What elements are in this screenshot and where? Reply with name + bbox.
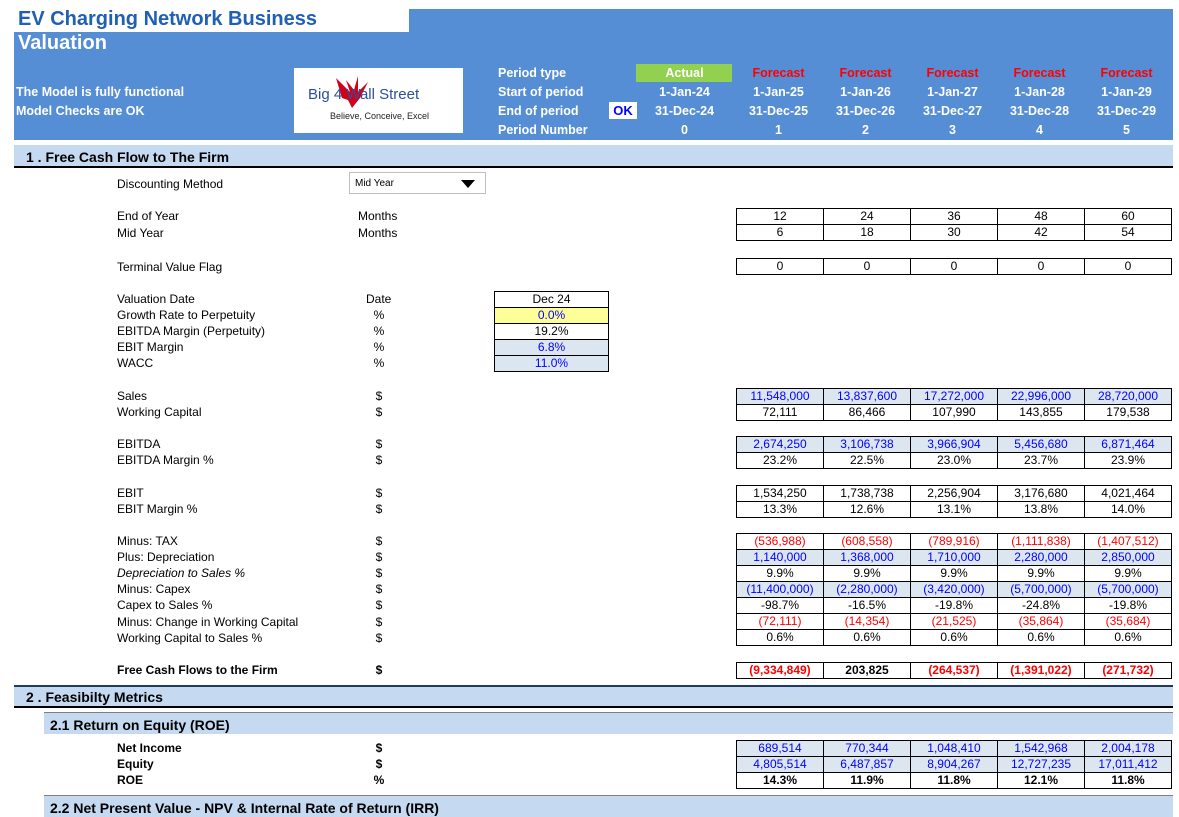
section-title: 1 . Free Cash Flow to The Firm (26, 149, 230, 165)
mid-year-row (737, 225, 1172, 241)
terminal-flag-grid (736, 258, 1172, 275)
grid-cell: 17,011,412 (1085, 757, 1172, 773)
grid-cell: 689,514 (737, 741, 824, 757)
grid-cell: 0 (998, 259, 1085, 275)
grid-cell: 13.8% (998, 502, 1085, 518)
grid-cell: (789,916) (911, 534, 998, 550)
grid-cell: 2,674,250 (737, 437, 824, 453)
ebit-unit: $ (375, 486, 383, 500)
period-type-5: Forecast (1100, 66, 1153, 80)
dep-to-sales-unit: $ (375, 566, 383, 580)
big4-logo (294, 68, 463, 133)
period-num-2: 2 (862, 123, 869, 137)
period-start-0: 1-Jan-24 (659, 85, 710, 99)
start-period-label: Start of period (498, 85, 584, 99)
discounting-method-dropdown[interactable] (349, 172, 486, 194)
grid-cell: 9.9% (998, 566, 1085, 582)
ebitda-row (737, 437, 1172, 453)
grid-cell: 2,004,178 (1085, 741, 1172, 757)
grid-cell: 1,140,000 (737, 550, 824, 566)
grid-cell: 3,106,738 (824, 437, 911, 453)
grid-cell: (1,407,512) (1085, 534, 1172, 550)
period-end-1: 31-Dec-25 (748, 104, 809, 118)
working-capital-row (737, 405, 1172, 421)
ebitda-margin-perp-unit: % (373, 324, 385, 338)
period-end-0: 31-Dec-24 (654, 104, 715, 118)
period-type-4: Forecast (1013, 66, 1066, 80)
grid-cell: 12.6% (824, 502, 911, 518)
end-period-label: End of period (498, 104, 579, 118)
grid-cell: 36 (911, 209, 998, 225)
capex-unit: $ (375, 582, 383, 596)
subsection-title: 2.2 Net Present Value - NPV & Internal Rate of Return (IRR) (50, 800, 439, 816)
grid-cell: (271,732) (1085, 663, 1172, 679)
grid-cell: 0.6% (911, 630, 998, 646)
net-income-label: Net Income (117, 741, 182, 755)
change-wc-unit: $ (375, 615, 383, 629)
grid-cell: 12 (737, 209, 824, 225)
wc-to-sales-row (737, 630, 1172, 646)
period-type-0: Actual (665, 66, 704, 80)
net-income-unit: $ (375, 741, 383, 755)
grid-cell: 6,871,464 (1085, 437, 1172, 453)
sales-unit: $ (375, 389, 383, 403)
grid-cell: (11,400,000) (737, 582, 824, 598)
grid-cell: (1,391,022) (998, 663, 1085, 679)
grid-cell: 42 (998, 225, 1085, 241)
model-status: The Model is fully functional (16, 85, 185, 99)
ebitda-margin-perp-label: EBITDA Margin (Perpetuity) (117, 324, 266, 338)
grid-cell: (5,700,000) (1085, 582, 1172, 598)
grid-cell: 28,720,000 (1085, 389, 1172, 405)
grid-cell: -16.5% (824, 598, 911, 614)
logo-tagline: Believe, Conceive, Excel (330, 111, 430, 121)
grid-cell: 23.0% (911, 453, 998, 469)
ebit-grid (736, 485, 1172, 518)
grid-cell: -98.7% (737, 598, 824, 614)
grid-cell: 23.2% (737, 453, 824, 469)
capex-to-sales-row (737, 598, 1172, 614)
equity-unit: $ (375, 757, 383, 771)
months-grid (736, 208, 1172, 241)
page-subtitle: Valuation (18, 32, 107, 54)
period-num-0: 0 (681, 123, 688, 137)
ebit-row (737, 486, 1172, 502)
grid-cell: 0.6% (998, 630, 1085, 646)
ebitda-margin-unit: $ (375, 453, 383, 467)
period-num-1: 1 (775, 123, 782, 137)
depreciation-row (737, 550, 1172, 566)
capex-row (737, 582, 1172, 598)
grid-cell: 60 (1085, 209, 1172, 225)
grid-cell: 0 (1085, 259, 1172, 275)
grid-cell: 11,548,000 (737, 389, 824, 405)
period-start-2: 1-Jan-26 (840, 85, 891, 99)
grid-cell: 12,727,235 (998, 757, 1085, 773)
grid-cell: 203,825 (824, 663, 911, 679)
grid-cell: 1,534,250 (737, 486, 824, 502)
grid-cell: 9.9% (911, 566, 998, 582)
valuation-date-input[interactable]: Dec 24 (494, 291, 609, 308)
grid-cell: 54 (1085, 225, 1172, 241)
wc-to-sales-unit: $ (375, 631, 383, 645)
wacc-label: WACC (117, 356, 154, 370)
ok-check-badge: OK (609, 102, 637, 119)
roe-row (737, 773, 1172, 789)
grid-cell: (1,111,838) (998, 534, 1085, 550)
grid-cell: 14.0% (1085, 502, 1172, 518)
period-end-3: 31-Dec-27 (922, 104, 983, 118)
grid-cell: 8,904,267 (911, 757, 998, 773)
change-wc-label: Minus: Change in Working Capital (117, 615, 299, 629)
period-start-1: 1-Jan-25 (753, 85, 804, 99)
grid-cell: 22.5% (824, 453, 911, 469)
grid-cell: (72,111) (737, 614, 824, 630)
grid-cell: 23.9% (1085, 453, 1172, 469)
grid-cell: -19.8% (911, 598, 998, 614)
period-type-label: Period type (498, 66, 567, 80)
grid-cell: 6 (737, 225, 824, 241)
period-end-5: 31-Dec-29 (1096, 104, 1157, 118)
period-num-5: 5 (1123, 123, 1130, 137)
section-title: 2 . Feasibilty Metrics (26, 689, 163, 705)
grid-cell: 0.6% (824, 630, 911, 646)
grid-cell: 13.1% (911, 502, 998, 518)
grid-cell: (35,864) (998, 614, 1085, 630)
grid-cell: 107,990 (911, 405, 998, 421)
ebitda-margin-label: EBITDA Margin % (117, 453, 214, 467)
wacc-unit: % (373, 356, 385, 370)
period-number-label: Period Number (498, 123, 588, 137)
grid-cell: 1,542,968 (998, 741, 1085, 757)
wacc-input[interactable]: 11.0% (494, 355, 609, 372)
sales-label: Sales (117, 389, 148, 403)
grid-cell: 6,487,857 (824, 757, 911, 773)
grid-cell: 770,344 (824, 741, 911, 757)
grid-cell: 23.7% (998, 453, 1085, 469)
growth-rate-label: Growth Rate to Perpetuity (117, 308, 256, 322)
fcff-label: Free Cash Flows to the Firm (117, 663, 278, 677)
grid-cell: 2,850,000 (1085, 550, 1172, 566)
ebit-margin-label: EBIT Margin (117, 340, 184, 354)
grid-cell: (14,354) (824, 614, 911, 630)
grid-cell: 14.3% (737, 773, 824, 789)
roe-label: ROE (117, 773, 144, 787)
roe-unit: % (373, 773, 385, 787)
dropdown-value: Mid Year (355, 178, 394, 189)
dep-to-sales-row (737, 566, 1172, 582)
valuation-date-label: Valuation Date (117, 292, 195, 306)
grid-cell: 1,710,000 (911, 550, 998, 566)
ebit-margin-pct-label: EBIT Margin % (117, 502, 198, 516)
grid-cell: 22,996,000 (998, 389, 1085, 405)
tax-unit: $ (375, 534, 383, 548)
mid-year-label: Mid Year (117, 226, 164, 240)
section-feasibility-header (14, 685, 1173, 708)
terminal-value-flag-label: Terminal Value Flag (117, 260, 223, 274)
net-income-row (737, 741, 1172, 757)
end-of-year-label: End of Year (117, 209, 180, 223)
growth-rate-unit: % (373, 308, 385, 322)
ebitda-label: EBITDA (117, 437, 161, 451)
ebit-margin-input[interactable]: 6.8% (494, 339, 609, 356)
fcff-unit: $ (375, 663, 383, 677)
grid-cell: (35,684) (1085, 614, 1172, 630)
grid-cell: 0.6% (1085, 630, 1172, 646)
subsection-title: 2.1 Return on Equity (ROE) (50, 717, 230, 733)
sales-row (737, 389, 1172, 405)
grid-cell: 13,837,600 (824, 389, 911, 405)
model-checks-status: Model Checks are OK (16, 104, 145, 118)
ebitda-grid (736, 436, 1172, 469)
grid-cell: 5,456,680 (998, 437, 1085, 453)
working-capital-label: Working Capital (117, 405, 202, 419)
grid-cell: -19.8% (1085, 598, 1172, 614)
period-num-3: 3 (949, 123, 956, 137)
end-of-year-row (737, 209, 1172, 225)
page-title: EV Charging Network Business (18, 8, 317, 30)
grid-cell: (264,537) (911, 663, 998, 679)
mid-year-unit: Months (358, 226, 398, 240)
grid-cell: 1,738,738 (824, 486, 911, 502)
grid-cell: 4,021,464 (1085, 486, 1172, 502)
subsection-roe-header (44, 712, 1173, 734)
grid-cell: (21,525) (911, 614, 998, 630)
period-end-2: 31-Dec-26 (835, 104, 896, 118)
fcff-grid (736, 662, 1172, 679)
ebitda-margin-row (737, 453, 1172, 469)
equity-label: Equity (117, 757, 154, 771)
grid-cell: (3,420,000) (911, 582, 998, 598)
grid-cell: 18 (824, 225, 911, 241)
ebit-margin-row (737, 502, 1172, 518)
logo-text: Big 4 Wall Street (308, 86, 420, 103)
sales-grid (736, 388, 1172, 421)
equity-row (737, 757, 1172, 773)
grid-cell: 143,855 (998, 405, 1085, 421)
grid-cell: 0.6% (737, 630, 824, 646)
grid-cell: 1,048,410 (911, 741, 998, 757)
capex-label: Minus: Capex (117, 582, 191, 596)
grid-cell: 72,111 (737, 405, 824, 421)
ebitda-unit: $ (375, 437, 383, 451)
grid-cell: (536,988) (737, 534, 824, 550)
subsection-npv-header (44, 795, 1173, 817)
grid-cell: 3,966,904 (911, 437, 998, 453)
terminal-flag-row (737, 259, 1172, 275)
grid-cell: 13.3% (737, 502, 824, 518)
depreciation-unit: $ (375, 550, 383, 564)
end-of-year-unit: Months (358, 209, 398, 223)
ebit-margin-pct-unit: $ (375, 502, 383, 516)
dep-to-sales-label: Depreciation to Sales % (117, 566, 246, 580)
fcff-row (737, 663, 1172, 679)
wc-to-sales-label: Working Capital to Sales % (117, 631, 263, 645)
grid-cell: 9.9% (824, 566, 911, 582)
grid-cell: 2,280,000 (998, 550, 1085, 566)
change-wc-row (737, 614, 1172, 630)
grid-cell: 24 (824, 209, 911, 225)
capex-to-sales-unit: $ (375, 598, 383, 612)
grid-cell: (2,280,000) (824, 582, 911, 598)
ebit-margin-unit: % (373, 340, 385, 354)
grid-cell: 11.8% (911, 773, 998, 789)
grid-cell: (608,558) (824, 534, 911, 550)
period-type-1: Forecast (752, 66, 805, 80)
growth-rate-input[interactable]: 0.0% (494, 307, 609, 324)
chevron-down-icon[interactable] (461, 180, 475, 188)
ebit-label: EBIT (117, 486, 144, 500)
grid-cell: (9,334,849) (737, 663, 824, 679)
roe-grid (736, 740, 1172, 789)
grid-cell: -24.8% (998, 598, 1085, 614)
grid-cell: (5,700,000) (998, 582, 1085, 598)
tax-row (737, 534, 1172, 550)
grid-cell: 9.9% (1085, 566, 1172, 582)
grid-cell: 12.1% (998, 773, 1085, 789)
depreciation-label: Plus: Depreciation (117, 550, 215, 564)
grid-cell: 0 (824, 259, 911, 275)
grid-cell: 1,368,000 (824, 550, 911, 566)
period-end-4: 31-Dec-28 (1009, 104, 1070, 118)
grid-cell: 30 (911, 225, 998, 241)
grid-cell: 86,466 (824, 405, 911, 421)
period-start-3: 1-Jan-27 (927, 85, 978, 99)
tax-label: Minus: TAX (117, 534, 178, 548)
period-type-2: Forecast (839, 66, 892, 80)
grid-cell: 11.8% (1085, 773, 1172, 789)
period-start-4: 1-Jan-28 (1014, 85, 1065, 99)
grid-cell: 48 (998, 209, 1085, 225)
grid-cell: 9.9% (737, 566, 824, 582)
grid-cell: 0 (911, 259, 998, 275)
cashflow-items-grid (736, 533, 1172, 646)
period-num-4: 4 (1036, 123, 1043, 137)
valuation-date-unit: Date (366, 292, 392, 306)
grid-cell: 17,272,000 (911, 389, 998, 405)
period-type-3: Forecast (926, 66, 979, 80)
grid-cell: 179,538 (1085, 405, 1172, 421)
discounting-method-label: Discounting Method (117, 177, 224, 191)
working-capital-unit: $ (375, 405, 383, 419)
period-start-5: 1-Jan-29 (1101, 85, 1152, 99)
ebitda-margin-perp-value: 19.2% (494, 323, 609, 340)
section-fcff-header (14, 145, 1173, 168)
grid-cell: 2,256,904 (911, 486, 998, 502)
grid-cell: 0 (737, 259, 824, 275)
grid-cell: 4,805,514 (737, 757, 824, 773)
capex-to-sales-label: Capex to Sales % (117, 598, 213, 612)
grid-cell: 3,176,680 (998, 486, 1085, 502)
grid-cell: 11.9% (824, 773, 911, 789)
